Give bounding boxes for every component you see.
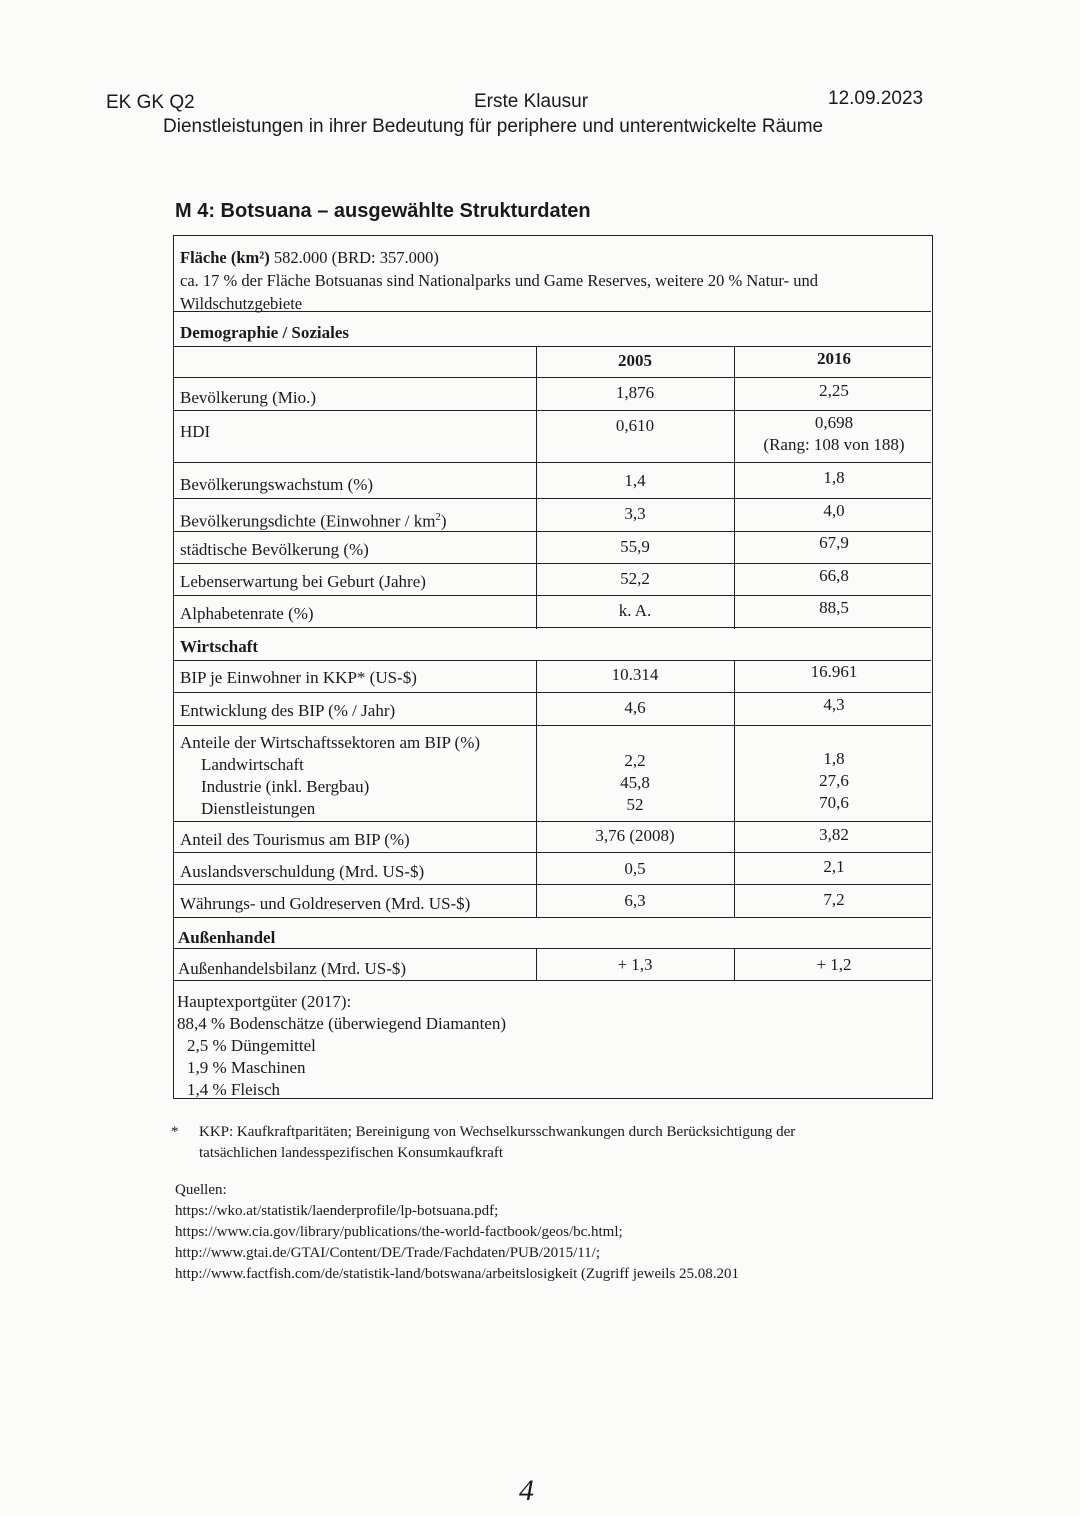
area-label: Fläche (km²): [180, 248, 270, 267]
export-item: 2,5 % Düngemittel: [187, 1036, 316, 1055]
page-number: 4: [519, 1474, 534, 1507]
value-2005: 6,3: [624, 891, 646, 910]
export-item: 1,4 % Fleisch: [187, 1080, 281, 1099]
value-2016: 0,698: [814, 413, 854, 432]
row-label: Anteile der Wirtschaftssektoren am BIP (%): [180, 733, 481, 752]
footnote-marker: *: [171, 1124, 179, 1140]
value-2016: 16.961: [810, 662, 858, 681]
sources-heading: Quellen:: [175, 1182, 227, 1198]
hdi-rank-note: (Rang: 108 von 188): [763, 435, 905, 454]
source-line: https://wko.at/statistik/laenderprofile/lp-botsuana.pdf;: [175, 1203, 499, 1219]
value-2016: 2,25: [819, 381, 849, 400]
value-2005: k. A.: [618, 601, 652, 620]
value-2016: 7,2: [823, 890, 845, 909]
value-2005: 1,876: [615, 383, 655, 402]
export-item: 1,9 % Maschinen: [187, 1058, 306, 1077]
value-2005: 3,3: [624, 504, 646, 523]
value-2016: 4,0: [823, 501, 845, 520]
footnote: [171, 1122, 895, 1164]
footnote-line: tatsächlichen landesspezifischen Konsumkaufkraft: [199, 1145, 504, 1161]
area-value: 582.000 (BRD: 357.000): [269, 248, 439, 267]
row-label: Lebenserwartung bei Geburt (Jahre): [180, 572, 426, 591]
exam-label: Erste Klausur: [474, 91, 589, 112]
exam-subtitle: Dienstleistungen in ihrer Bedeutung für periphere und unterentwickelte Räume: [163, 116, 824, 137]
row-label: Auslandsverschuldung (Mrd. US-$): [180, 862, 425, 881]
value-2016: 1,8: [823, 749, 845, 768]
value-2005: 1,4: [624, 471, 646, 490]
value-2005: + 1,3: [617, 955, 653, 974]
row-label: Entwicklung des BIP (% / Jahr): [180, 701, 396, 720]
year-header-2016: 2016: [817, 349, 851, 368]
sources: [175, 1180, 739, 1285]
value-2005: 45,8: [620, 773, 650, 792]
value-2005: 4,6: [624, 698, 646, 717]
structure-data-table: [173, 235, 933, 1099]
area-info: [180, 246, 925, 315]
section-wirtschaft: Wirtschaft: [180, 637, 259, 656]
row-label: Bevölkerungsdichte (Einwohner / $km^2$): [180, 511, 447, 531]
export-item: 88,4 % Bodenschätze (überwiegend Diamanten): [177, 1014, 507, 1033]
section-aussenhandel: Außenhandel: [178, 928, 276, 947]
value-2016: 3,82: [819, 825, 849, 844]
value-2016: 4,3: [823, 695, 845, 714]
value-2005: 0,5: [624, 859, 646, 878]
year-header-2005: 2005: [618, 351, 652, 370]
row-label: HDI: [180, 422, 211, 441]
value-2016: 66,8: [819, 566, 849, 585]
row-label: Währungs- und Goldreserven (Mrd. US-$): [180, 894, 471, 913]
value-2016: + 1,2: [816, 955, 852, 974]
value-2005: 0,610: [615, 416, 655, 435]
value-2016: 88,5: [819, 598, 849, 617]
value-2005: 10.314: [611, 665, 659, 684]
source-line: http://www.gtai.de/GTAI/Content/DE/Trade/Fachdaten/PUB/2015/11/;: [175, 1245, 601, 1261]
sector-label: Industrie (inkl. Bergbau): [201, 777, 370, 796]
row-label: städtische Bevölkerung (%): [180, 540, 369, 559]
value-2016: 2,1: [823, 857, 845, 876]
value-2005: 52: [626, 795, 644, 814]
value-2016: 1,8: [823, 468, 845, 487]
sector-label: Landwirtschaft: [201, 755, 304, 774]
value-2016: 70,6: [819, 793, 849, 812]
value-2016: 67,9: [819, 533, 849, 552]
sector-label: Dienstleistungen: [201, 799, 316, 818]
exam-date: 12.09.2023: [828, 88, 924, 109]
row-label: Bevölkerungswachstum (%): [180, 475, 374, 494]
row-label: Bevölkerung (Mio.): [180, 388, 316, 407]
value-2005: 3,76 (2008): [595, 826, 675, 845]
value-2016: 27,6: [819, 771, 849, 790]
value-2005: 2,2: [624, 751, 646, 770]
source-line: https://www.cia.gov/library/publications/the-world-factbook/geos/bc.html;: [175, 1224, 623, 1240]
row-label: Außenhandelsbilanz (Mrd. US-$): [178, 959, 407, 978]
row-label: Alphabetenrate (%): [180, 604, 314, 623]
source-line: http://www.factfish.com/de/statistik-land/botswana/arbeitslosigkeit (Zugriff jeweils 25.08.201: [175, 1266, 740, 1282]
exports-heading: Hauptexportgüter (2017):: [177, 992, 352, 1011]
value-2005: 55,9: [620, 537, 650, 556]
area-note-line: Wildschutzgebiete: [180, 294, 303, 313]
row-label: Anteil des Tourismus am BIP (%): [180, 830, 410, 849]
material-title: M 4: Botsuana – ausgewählte Strukturdaten: [175, 200, 591, 222]
area-note-line: ca. 17 % der Fläche Botsuanas sind Nationalparks und Game Reserves, weitere 20 % Natur- und: [180, 271, 818, 290]
value-2005: 52,2: [620, 569, 650, 588]
row-label: BIP je Einwohner in KKP* (US-$): [180, 668, 417, 687]
footnote-line: KKP: Kaufkraftparitäten; Bereinigung von Wechselkursschwankungen durch Berücksichtigung der: [199, 1124, 796, 1140]
section-demographie: Demographie / Soziales: [180, 323, 350, 342]
course-label: EK GK Q2: [106, 92, 195, 113]
